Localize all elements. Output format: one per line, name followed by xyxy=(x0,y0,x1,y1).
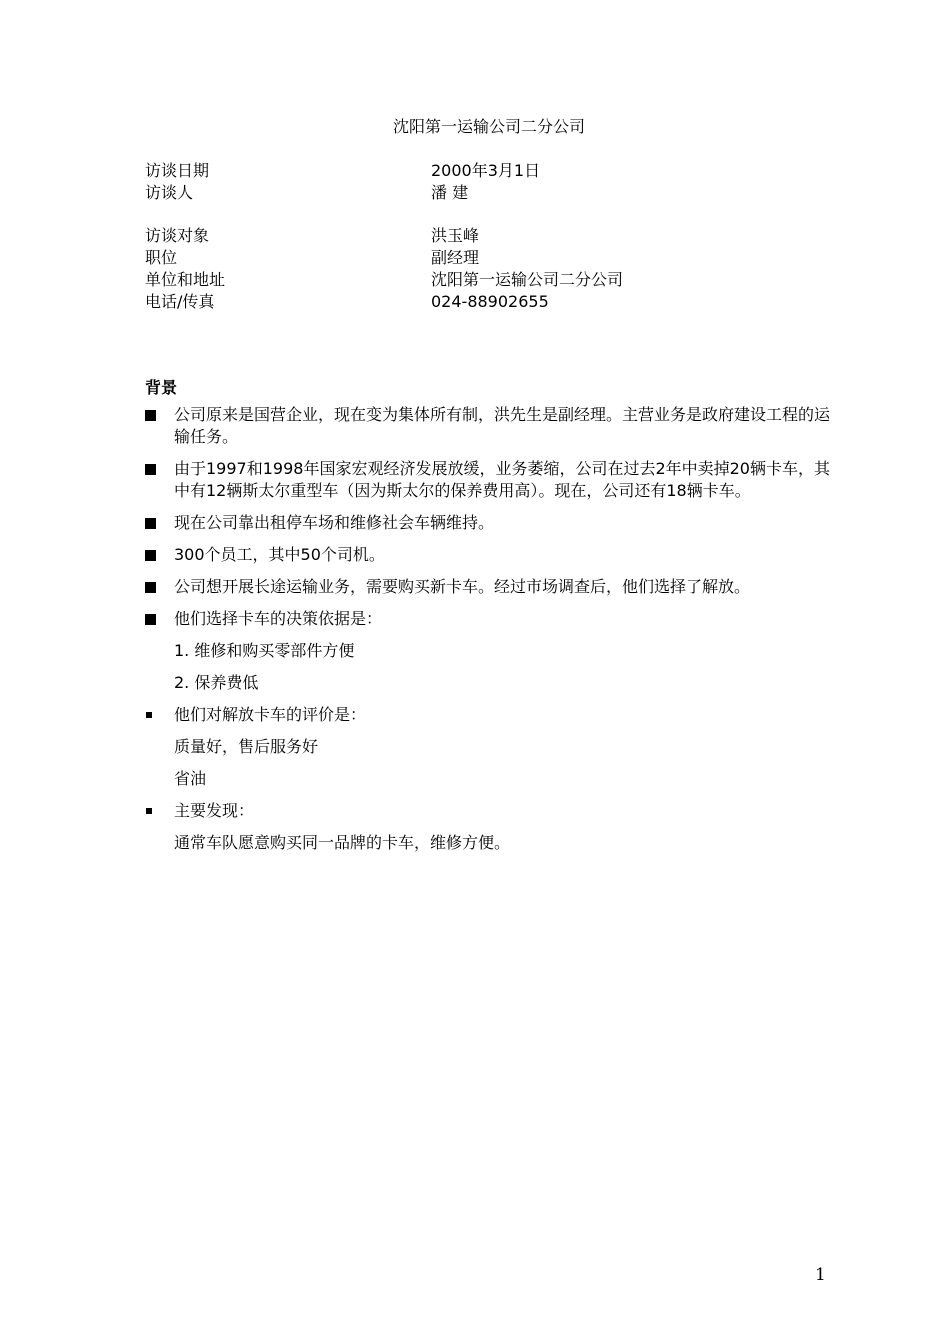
subject-position-row xyxy=(145,247,845,269)
findings-item xyxy=(145,800,835,822)
list-item-text: 现在公司靠出租停车场和维修社会车辆维持。 xyxy=(174,513,495,532)
subject-unit-label: 单位和地址 xyxy=(145,270,226,289)
page-number: 1 xyxy=(815,1265,826,1285)
page-title: 沈阳第一运输公司二分公司 xyxy=(392,117,585,136)
subject-position-label: 职位 xyxy=(145,248,178,267)
subject-position-value: 副经理 xyxy=(431,248,480,267)
interview-date-label: 访谈日期 xyxy=(145,161,210,180)
subject-phone-label: 电话/传真 xyxy=(145,292,215,311)
subject-name-value: 洪玉峰 xyxy=(431,226,480,245)
list-item xyxy=(145,608,835,630)
evaluation-item xyxy=(145,704,835,726)
subject-phone-value: 024-88902655 xyxy=(431,292,549,311)
findings-detail: 通常车队愿意购买同一品牌的卡车，维修方便。 xyxy=(174,833,511,852)
list-item xyxy=(145,512,835,534)
subject-unit-row xyxy=(145,269,845,291)
background-list xyxy=(145,404,835,864)
findings-label: 主要发现： xyxy=(174,801,255,820)
small-square-bullet-icon xyxy=(146,712,152,718)
interview-date-value: 2000年3月1日 xyxy=(431,161,541,180)
square-bullet-icon xyxy=(145,582,156,593)
interviewer-label: 访谈人 xyxy=(145,183,194,202)
list-item-text: 公司想开展长途运输业务，需要购买新卡车。经过市场调查后，他们选择了解放。 xyxy=(174,577,751,596)
square-bullet-icon xyxy=(145,518,156,529)
square-bullet-icon xyxy=(145,464,156,475)
small-square-bullet-icon xyxy=(146,808,152,814)
criteria-item: 1. 维修和购买零部件方便 xyxy=(174,641,355,660)
list-item xyxy=(145,576,835,598)
interviewer-value: 潘 建 xyxy=(431,183,469,202)
criteria-item: 2. 保养费低 xyxy=(174,673,259,692)
list-item xyxy=(145,544,835,566)
subject-name-label: 访谈对象 xyxy=(145,226,210,245)
square-bullet-icon xyxy=(145,614,156,625)
subject-unit-value: 沈阳第一运输公司二分公司 xyxy=(431,270,624,289)
background-heading: 背景 xyxy=(145,378,178,397)
evaluation-label: 他们对解放卡车的评价是： xyxy=(174,705,367,724)
list-item-text: 300个员工，其中50个司机。 xyxy=(174,545,385,564)
evaluation-detail: 省油 xyxy=(174,769,207,788)
list-item-text: 由于1997和1998年国家宏观经济发展放缓，业务萎缩，公司在过去2年中卖掉20辆卡车，其中有12辆斯太尔重型车（因为斯太尔的保养费用高）。现在，公司还有18辆卡车。 xyxy=(174,459,830,500)
list-item xyxy=(145,404,835,448)
evaluation-detail: 质量好，售后服务好 xyxy=(174,737,319,756)
list-item xyxy=(145,458,835,502)
interview-date-row xyxy=(145,160,845,182)
square-bullet-icon xyxy=(145,410,156,421)
list-item-text: 他们选择卡车的决策依据是： xyxy=(174,609,383,628)
subject-phone-row xyxy=(145,291,845,313)
list-item-text: 公司原来是国营企业，现在变为集体所有制，洪先生是副经理。主营业务是政府建设工程的运输任务。 xyxy=(174,405,831,446)
interview-info xyxy=(145,160,845,204)
subject-info xyxy=(145,225,845,313)
subject-name-row xyxy=(145,225,845,247)
square-bullet-icon xyxy=(145,550,156,561)
interviewer-row xyxy=(145,182,845,204)
